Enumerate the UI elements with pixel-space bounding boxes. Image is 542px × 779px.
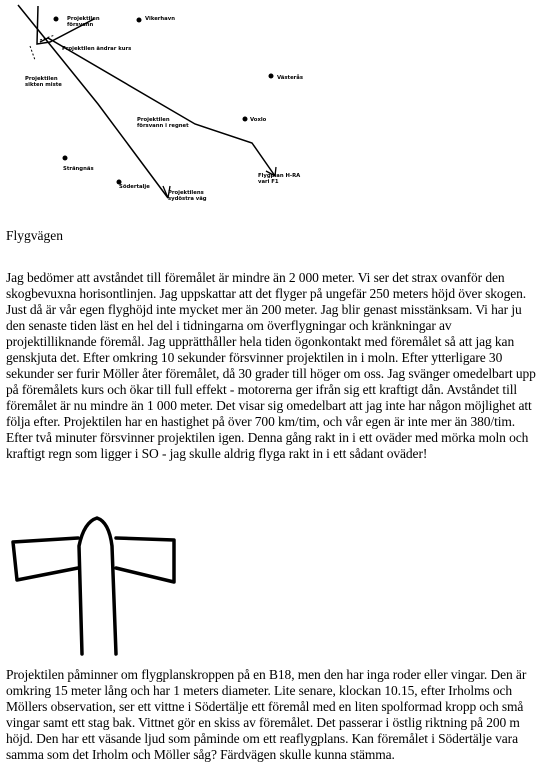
projectile-sketch [8,516,178,656]
map-label: Projektilen försvann i regnet [137,117,189,129]
map-label: Projektilen ändrar kurs [62,46,132,52]
map-label: Flygplan H-RA vari F1 [258,173,301,185]
town-dot [243,117,248,122]
map-label: Projektilen försvann [67,16,100,28]
town-dot [54,17,59,22]
map-label: Vikerhavn [145,16,175,22]
body-paragraph-2: Projektilen påminner om flygplanskroppen på en B18, men den har inga roder eller vingar. Den är omkring 15 meter lång och har 1 meters diameter. Lite senare, klockan 10.15, efter Irholms och Möllers observation, ser ett vittne i Södertälje ett föremål med en liten spolformad kropp och små vingar samt ett stag bak. Vittnet gör en skiss av föremålet. Det passerar i östlig riktning på 200 m höjd. Den har ett väsande ljud som påminde om ett reaflygplans. Kan föremålet i Södertälje vara samma som det Irholm och Möller såg? Färdvägen skulle kunna stämma. [6,667,527,762]
dashed-route-line [30,35,55,60]
map-label: Strängnäs [63,166,94,172]
sketch-right-fin [116,538,174,582]
town-dot [137,18,142,23]
body-paragraph-1: Jag bedömer att avståndet till föremålet är mindre än 2 000 meter. Vi ser det strax ovanför den skogbevuxna horisontlinjen. Jag uppskattar att det flyger på ungefär 250 meters höjd över skogen. Just då är vår egen flyghöjd inte mycket mer än 200 meter. Jag blir genast misstänksam. Vi har ju den senaste tiden läst en hel del i tidningarna om överflygningar och kränkningar av projektilliknande föremål. Jag upprätthåller hela tiden ögonkontakt med föremålet så att jag kan genskjuta det. Efter omkring 10 sekunder försvinner projektilen in i moln. Efter ytterligare 30 sekunder ser furir Möller åter föremålet, då 30 grader till höger om oss. Jag svänger omedelbart upp på föremålets kurs och ökar till full effekt - motorerna ger ifrån sig ett kraftigt dån. Avståndet till föremålet är nu mindre än 1 000 meter. Det visar sig omedelbart att jag inte har någon möjlighet att följa efter. Projektilen har en hastighet på över 700 km/tim, och vår egen är inte mer än 380/tim. Efter två minuter försvinner projektilen igen. Denna gång rakt in i ett oväder med mörka moln och kraftigt regn som ligger i SO - jag skulle aldrig flyga rakt in i ett sådant oväder! [6,270,536,461]
map-label: Projektilen sikten miste [25,76,62,88]
map-label: Södertalje [119,184,150,190]
map-label: Projektilens sydöstra väg [168,190,207,202]
map-label: Voxlo [250,117,267,123]
aircraft-route-line [40,38,275,176]
town-dot [269,74,274,79]
map-caption: Flygvägen [6,228,63,243]
town-dot [63,156,68,161]
flight-path-map [0,0,304,225]
map-label: Västerås [277,75,304,81]
sketch-body [79,518,116,654]
sketch-left-fin [13,538,78,580]
town-markers [54,17,274,185]
